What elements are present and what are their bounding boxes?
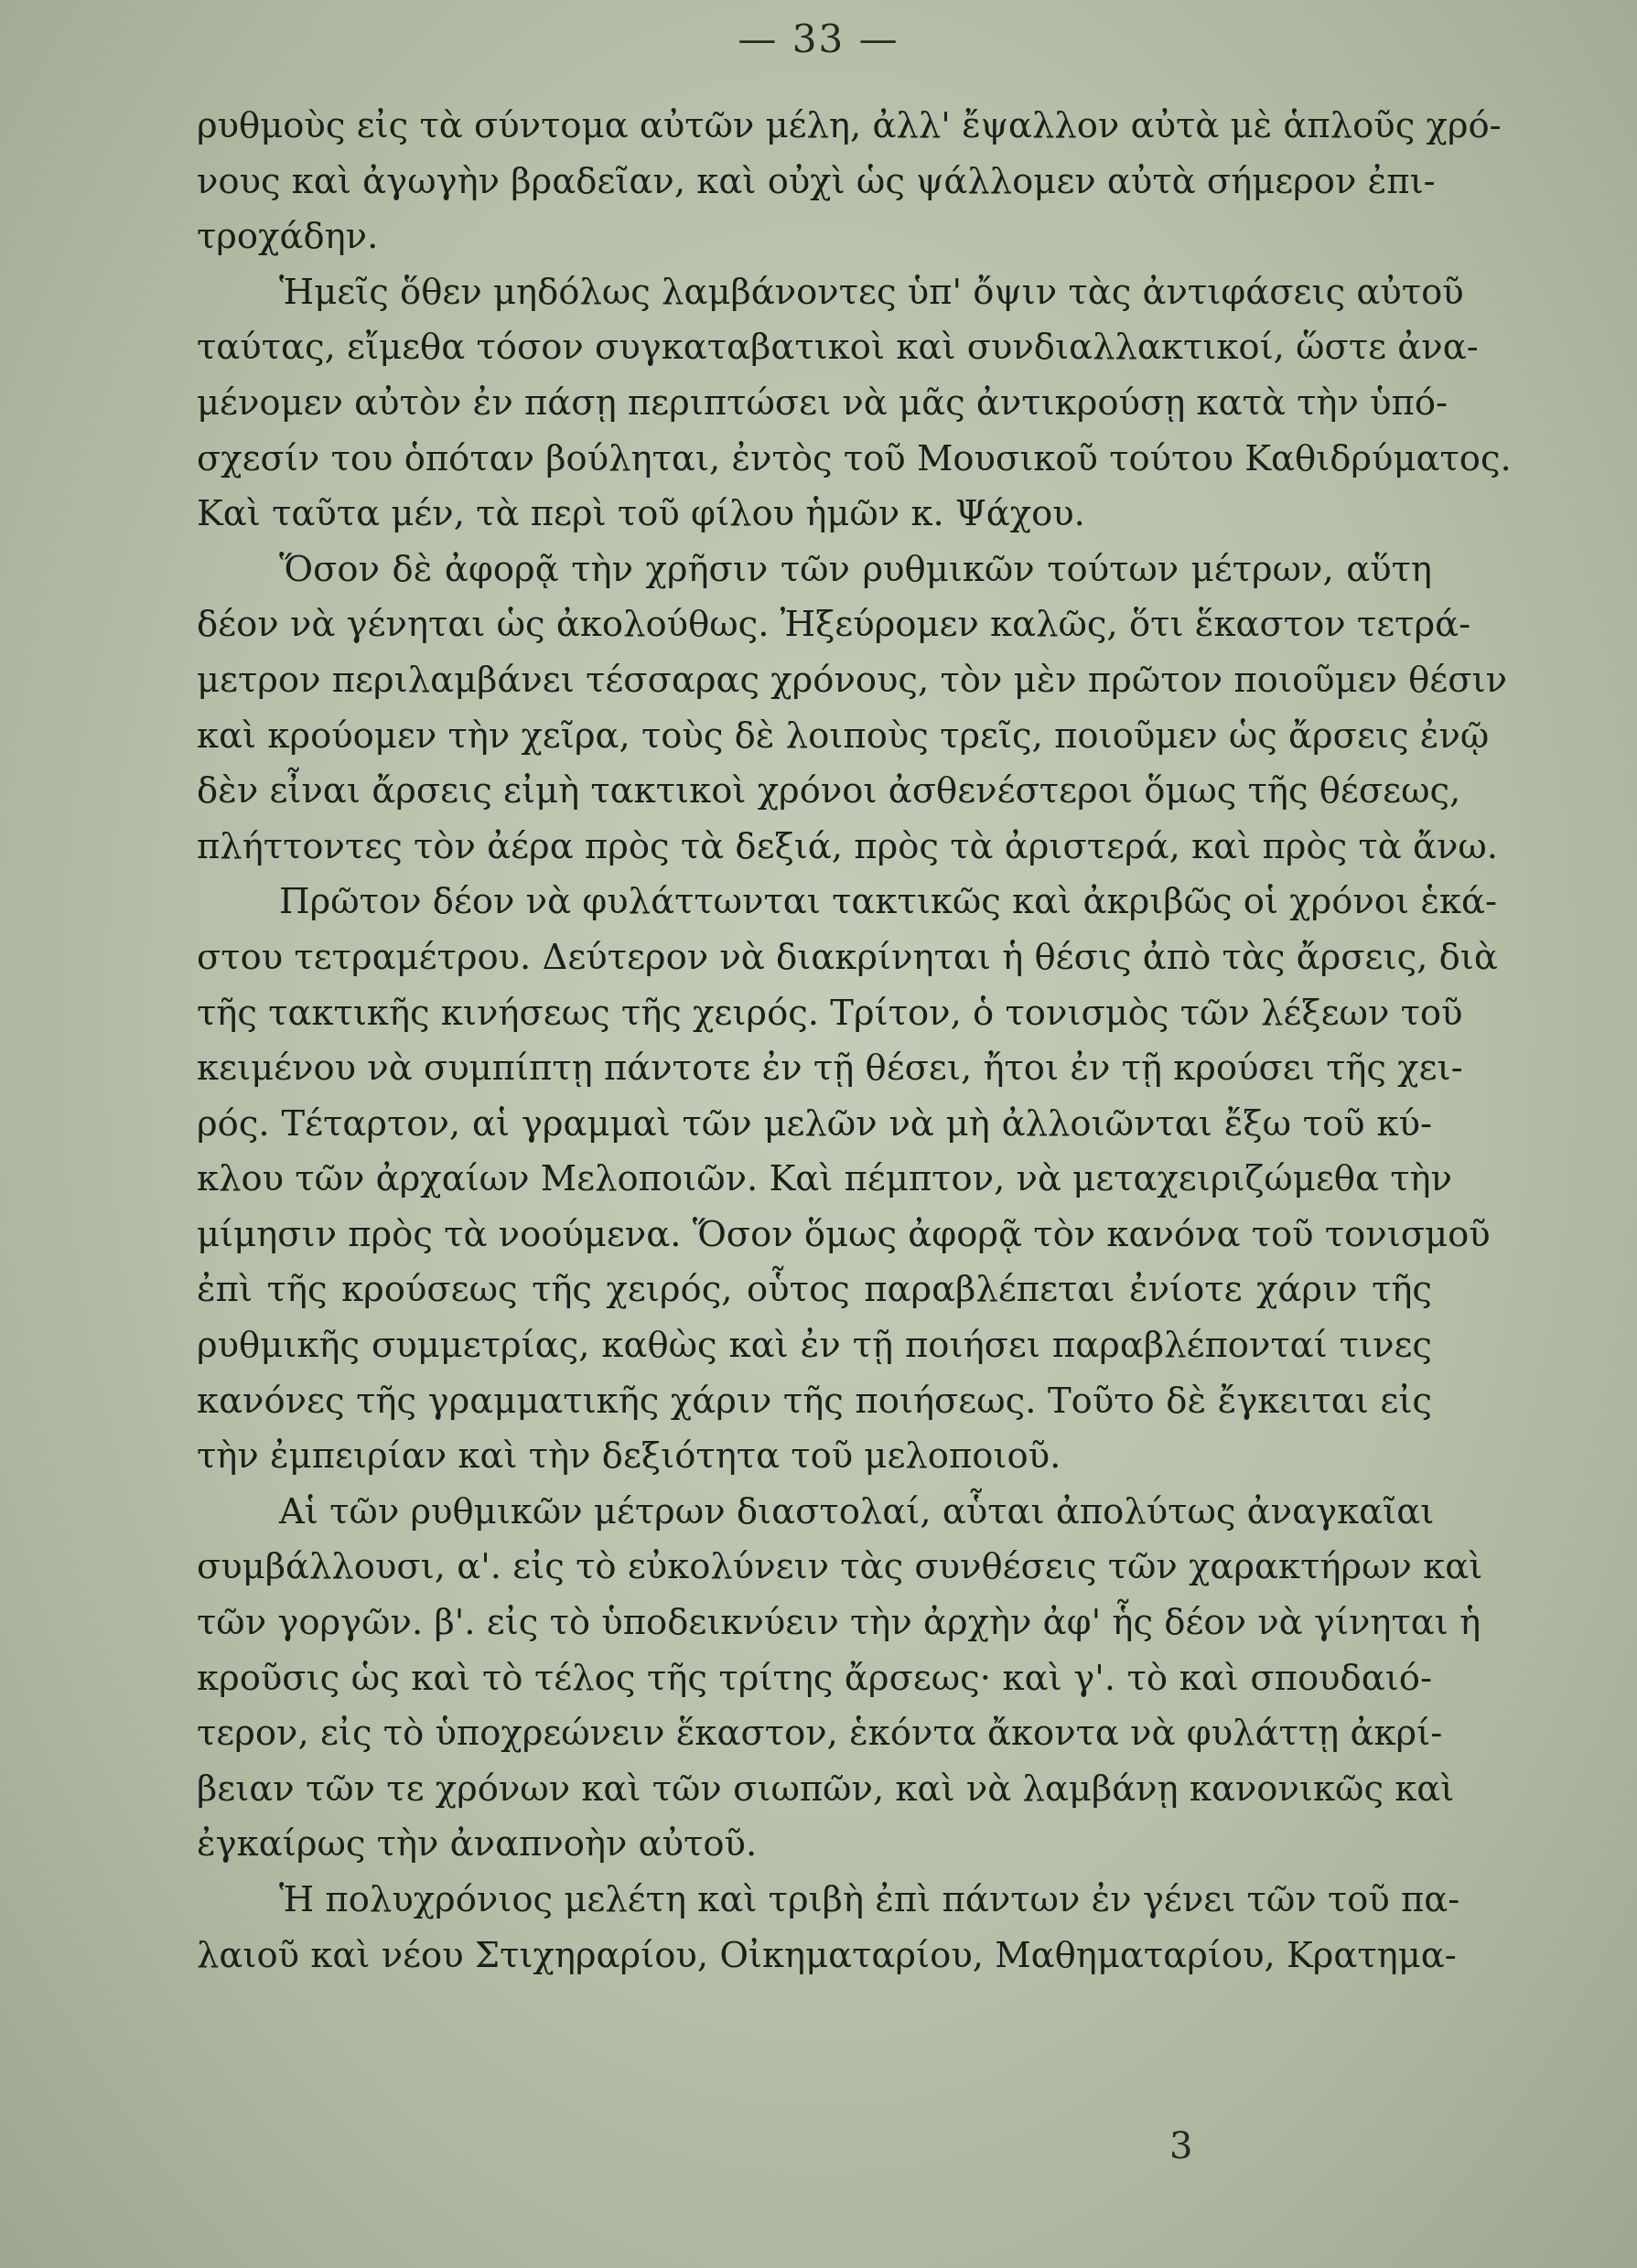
text-line: Πρῶτον δέον νὰ φυλάττωνται τακτικῶς καὶ ἀκριβῶς οἱ χρόνοι ἑκά-	[279, 881, 1498, 923]
text-line: ἐπὶ τῆς κρούσεως τῆς χειρός, οὗτος παραβλέπεται ἐνίοτε χάριν τῆς	[197, 1269, 1432, 1311]
text-line: μένομεν αὐτὸν ἐν πάσῃ περιπτώσει νὰ μᾶς ἀντικρούσῃ κατὰ τὴν ὑπό-	[197, 382, 1449, 424]
text-line: κλου τῶν ἀρχαίων Μελοποιῶν. Καὶ πέμπτον, νὰ μεταχειριζώμεθα τὴν	[197, 1158, 1452, 1200]
text-line: τὴν ἐμπειρίαν καὶ τὴν δεξιότητα τοῦ μελοποιοῦ.	[197, 1435, 1061, 1478]
text-line: ρυθμοὺς εἰς τὰ σύντομα αὐτῶν μέλη, ἀλλ' ἔψαλλον αὐτὰ μὲ ἁπλοῦς χρό-	[197, 105, 1502, 146]
text-body	[197, 99, 1512, 1983]
text-line: κροῦσις ὡς καὶ τὸ τέλος τῆς τρίτης ἄρσεως· καὶ γ'. τὸ καὶ σπουδαιό-	[197, 1657, 1432, 1699]
text-line: Καὶ ταῦτα μέν, τὰ περὶ τοῦ φίλου ἡμῶν κ. Ψάχου.	[197, 493, 1085, 535]
text-line: λαιοῦ καὶ νέου Στιχηραρίου, Οἰκηματαρίου, Μαθηματαρίου, Κρατημα-	[197, 1934, 1457, 1976]
text-line: τῆς τακτικῆς κινήσεως τῆς χειρός. Τρίτον, ὁ τονισμὸς τῶν λέξεων τοῦ	[197, 992, 1463, 1034]
text-line: ἐγκαίρως τὴν ἀναπνοὴν αὐτοῦ.	[197, 1823, 758, 1865]
text-line: βειαν τῶν τε χρόνων καὶ τῶν σιωπῶν, καὶ νὰ λαμβάνῃ κανονικῶς καὶ	[197, 1768, 1455, 1810]
text-line: Αἱ τῶν ρυθμικῶν μέτρων διαστολαί, αὗται ἀπολύτως ἀναγκαῖαι	[279, 1490, 1435, 1532]
text-line: κανόνες τῆς γραμματικῆς χάριν τῆς ποιήσεως. Τοῦτο δὲ ἔγκειται εἰς	[197, 1380, 1432, 1422]
text-line: μίμησιν πρὸς τὰ νοούμενα. Ὅσον ὅμως ἀφορᾷ τὸν κανόνα τοῦ τονισμοῦ	[197, 1213, 1491, 1255]
text-line: σχεσίν του ὁπόταν βούληται, ἐντὸς τοῦ Μουσικοῦ τούτου Καθιδρύματος.	[197, 437, 1512, 479]
text-line: δέον νὰ γένηται ὡς ἀκολούθως. Ἠξεύρομεν καλῶς, ὅτι ἕκαστον τετρά-	[197, 604, 1471, 646]
text-line: Ἡ πολυχρόνιος μελέτη καὶ τριβὴ ἐπὶ πάντων ἐν γένει τῶν τοῦ πα-	[279, 1879, 1460, 1920]
text-line: ταύτας, εἴμεθα τόσον συγκαταβατικοὶ καὶ συνδιαλλακτικοί, ὥστε ἀνα-	[197, 327, 1479, 369]
text-line: καὶ κρούομεν τὴν χεῖρα, τοὺς δὲ λοιποὺς τρεῖς, ποιοῦμεν ὡς ἄρσεις ἐνῷ	[197, 715, 1490, 757]
text-line: τερον, εἰς τὸ ὑποχρεώνειν ἕκαστον, ἑκόντα ἄκοντα νὰ φυλάττῃ ἀκρί-	[197, 1713, 1443, 1755]
text-line: συμβάλλουσι, α'. εἰς τὸ εὐκολύνειν τὰς συνθέσεις τῶν χαρακτήρων καὶ	[197, 1546, 1483, 1588]
text-line: πλήττοντες τὸν ἀέρα πρὸς τὰ δεξιά, πρὸς τὰ ἀριστερά, καὶ πρὸς τὰ ἄνω.	[197, 825, 1498, 867]
text-line: Ὅσον δὲ ἀφορᾷ τὴν χρῆσιν τῶν ρυθμικῶν τούτων μέτρων, αὕτη	[279, 548, 1432, 590]
text-line: Ἡμεῖς ὅθεν μηδόλως λαμβάνοντες ὑπ' ὄψιν τὰς ἀντιφάσεις αὐτοῦ	[279, 271, 1464, 313]
signature-mark: 3	[1169, 2125, 1193, 2167]
text-line: κειμένου νὰ συμπίπτῃ πάντοτε ἐν τῇ θέσει, ἤτοι ἐν τῇ κρούσει τῆς χει-	[197, 1048, 1463, 1090]
text-line: μετρον περιλαμβάνει τέσσαρας χρόνους, τὸν μὲν πρῶτον ποιοῦμεν θέσιν	[197, 659, 1508, 701]
text-line: στου τετραμέτρου. Δεύτερον νὰ διακρίνηται ἡ θέσις ἀπὸ τὰς ἄρσεις, διὰ	[197, 936, 1498, 978]
page-number-header: — 33 —	[738, 16, 899, 61]
text-line: νους καὶ ἀγωγὴν βραδεῖαν, καὶ οὐχὶ ὡς ψάλλομεν αὐτὰ σήμερον ἐπι-	[197, 160, 1436, 202]
text-line: ρυθμικῆς συμμετρίας, καθὼς καὶ ἐν τῇ ποιήσει παραβλέπονταί τινες	[197, 1325, 1432, 1367]
text-line: τῶν γοργῶν. β'. εἰς τὸ ὑποδεικνύειν τὴν ἀρχὴν ἀφ' ἧς δέον νὰ γίνηται ἡ	[197, 1602, 1481, 1644]
text-line: δὲν εἶναι ἄρσεις εἰμὴ τακτικοὶ χρόνοι ἀσθενέστεροι ὅμως τῆς θέσεως,	[197, 770, 1461, 812]
text-line: τροχάδην.	[197, 216, 379, 258]
text-line: ρός. Τέταρτον, αἱ γραμμαὶ τῶν μελῶν νὰ μὴ ἀλλοιῶνται ἔξω τοῦ κύ-	[197, 1102, 1432, 1145]
